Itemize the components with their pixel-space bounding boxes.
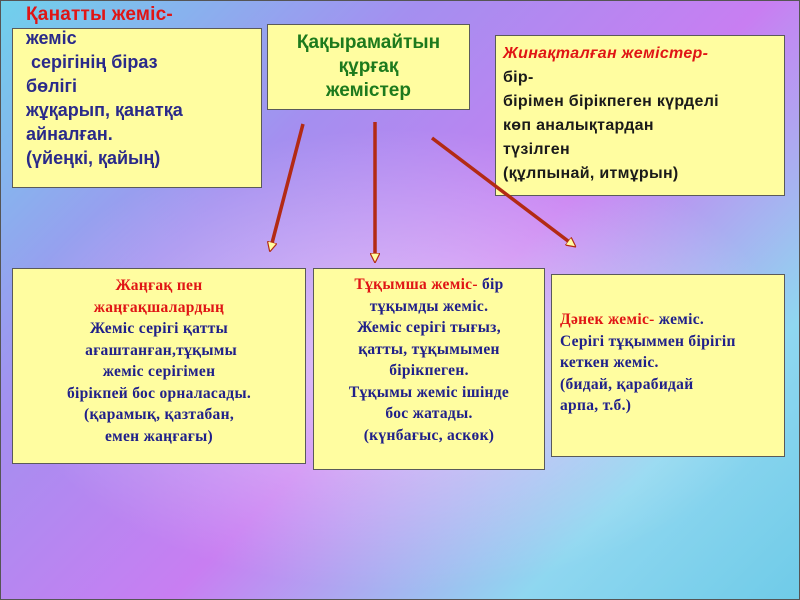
- caryopsis-box: [551, 274, 785, 457]
- achene-box: [313, 268, 545, 470]
- caryopsis-text: Серігі тұқыммен бірігіп кеткен жеміс. (бидай, қарабидай арпа, т.б.): [560, 332, 736, 414]
- dry-indehiscent-fruits-title: Қақырамайтын құрғақ жемістер: [296, 32, 441, 101]
- nut-fruits-box: [12, 268, 306, 464]
- arrow-to-caryopsis: [432, 138, 572, 244]
- winged-fruit-text: жеміс серігінің біраз бөлігі жұқарып, қанатқа айналған. (үйеңкі, қайың): [26, 28, 183, 168]
- caryopsis-title-suffix: жеміс.: [654, 311, 705, 328]
- nut-fruits-title: Жаңғақ пен жаңғақшалардың: [93, 277, 225, 316]
- caryopsis-title: Дәнек жеміс-: [560, 311, 655, 328]
- aggregate-fruits-text: бір- бірімен бірікпеген күрделі көп аналықтардан түзілген (құлпынай, итмұрын): [503, 69, 719, 182]
- achene-title: Тұқымша жеміс-: [354, 276, 478, 293]
- winged-fruit-title: Қанатты жеміс-: [26, 4, 173, 25]
- achene-text: тұқымды жеміс. Жеміс серігі тығыз, қатты, тұқымымен бірікпеген. Тұқымы жеміс ішінде бос жатады. (күнбағыс, аскөк): [348, 297, 510, 444]
- arrow-to-nut-fruits: [271, 124, 303, 247]
- achene-title-suffix: бір: [477, 276, 504, 293]
- nut-fruits-text: Жеміс серігі қатты ағаштанған,тұқымы жеміс серігімен бірікпей бос орналасады. (қарамық, қазтабан, емен жаңғағы): [66, 320, 252, 445]
- aggregate-fruits-title: Жинақталған жемістер-: [503, 45, 709, 62]
